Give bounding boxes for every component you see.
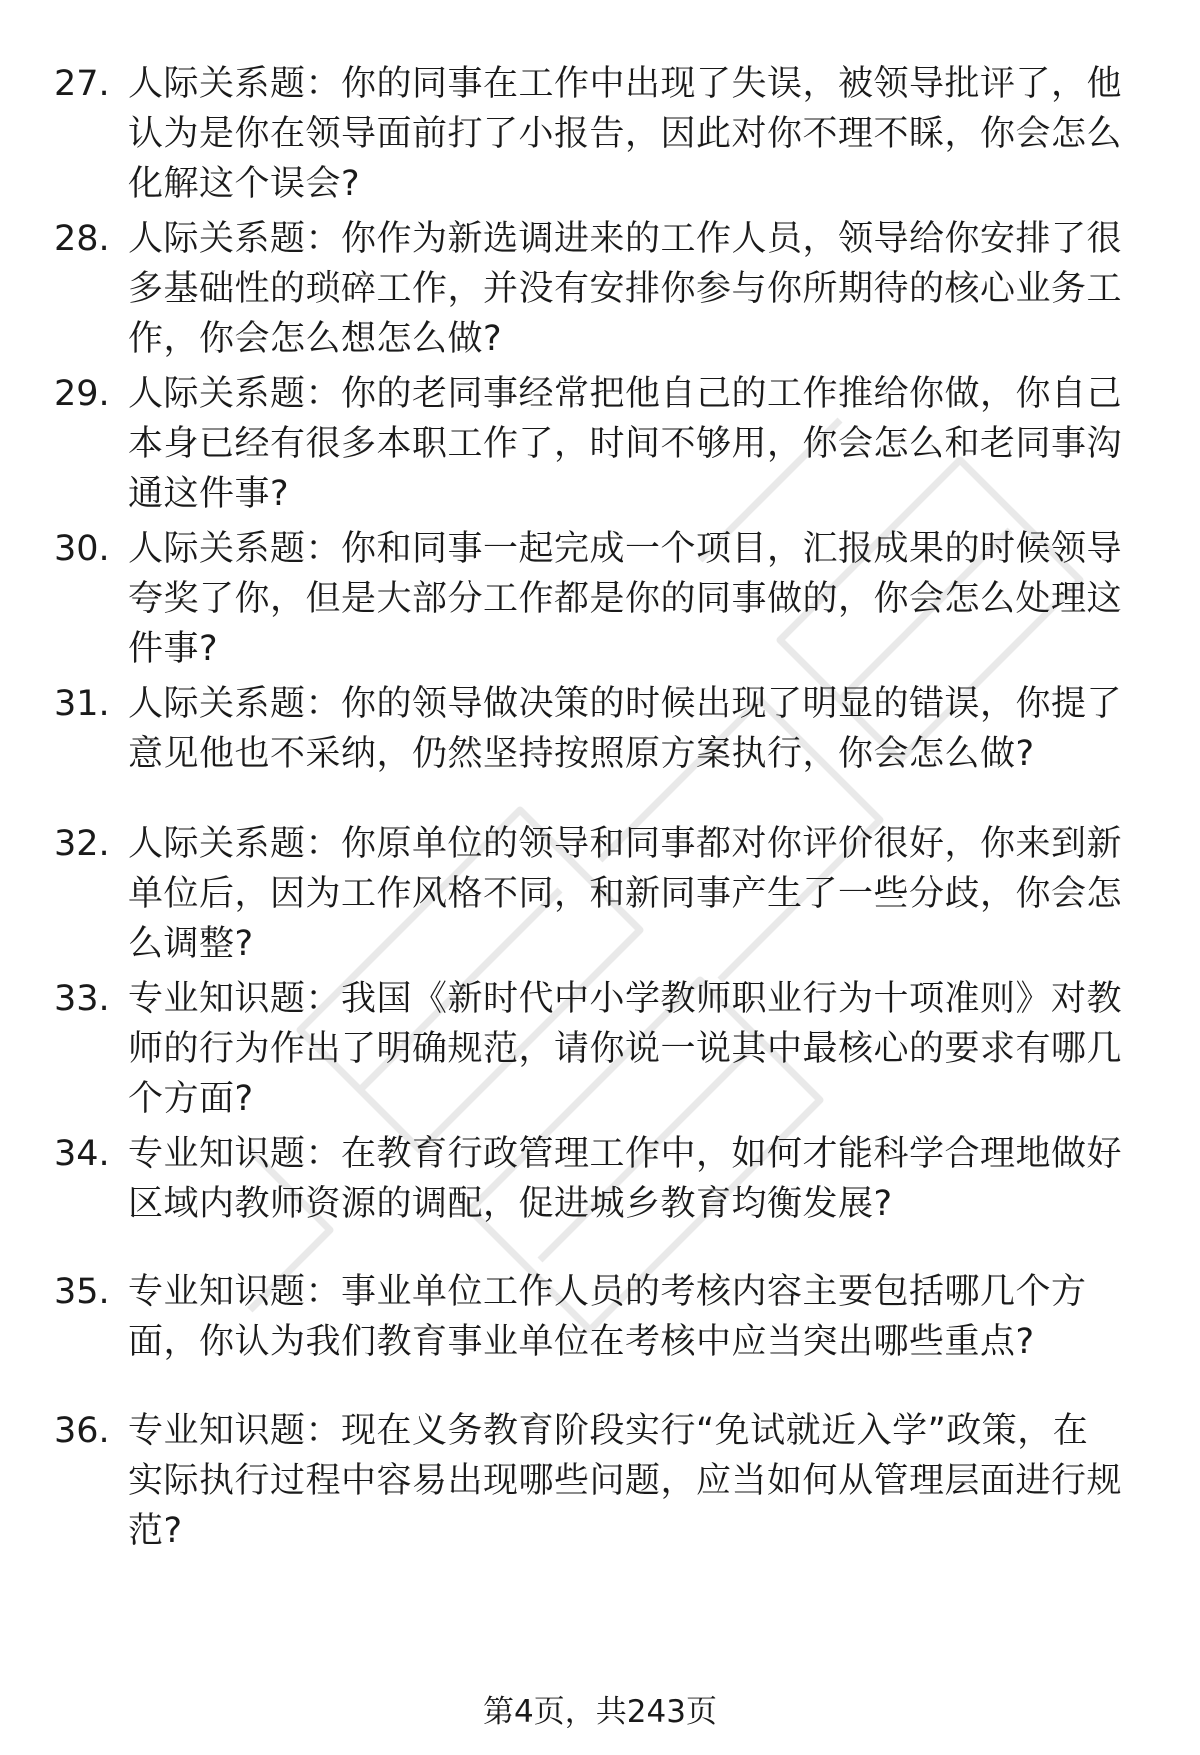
question-text-line: 多基础性的琐碎工作，并没有安排你参与你所期待的核心业务工 — [128, 269, 1123, 309]
question-item — [0, 818, 1200, 968]
question-text-line: 专业知识题：现在义务教育阶段实行“免试就近入学”政策，在 — [128, 1411, 1089, 1451]
question-text-line: 面，你认为我们教育事业单位在考核中应当突出哪些重点? — [128, 1322, 1035, 1362]
question-number: 33. — [54, 979, 110, 1019]
question-text-line: 专业知识题：我国《新时代中小学教师职业行为十项准则》对教 — [128, 979, 1123, 1019]
question-text-line: 区域内教师资源的调配，促进城乡教育均衡发展? — [128, 1184, 893, 1224]
question-text-line: 夸奖了你，但是大部分工作都是你的同事做的，你会怎么处理这 — [128, 579, 1123, 619]
question-number: 36. — [54, 1411, 110, 1451]
question-text-line: 件事? — [128, 629, 219, 669]
question-number: 34. — [54, 1134, 110, 1174]
question-text-line: 认为是你在领导面前打了小报告，因此对你不理不睬，你会怎么 — [128, 114, 1123, 154]
question-item — [0, 1128, 1200, 1278]
question-item — [0, 368, 1200, 518]
question-text-line: 单位后，因为工作风格不同，和新同事产生了一些分歧，你会怎 — [128, 874, 1123, 914]
question-text-line: 本身已经有很多本职工作了，时间不够用，你会怎么和老同事沟 — [128, 424, 1123, 464]
question-text-line: 人际关系题：你原单位的领导和同事都对你评价很好，你来到新 — [128, 824, 1123, 864]
question-number: 31. — [54, 684, 110, 724]
question-text-line: 专业知识题：事业单位工作人员的考核内容主要包括哪几个方 — [128, 1272, 1087, 1312]
question-text-line: 作，你会怎么想怎么做? — [128, 319, 503, 359]
question-text-line: 师的行为作出了明确规范，请你说一说其中最核心的要求有哪几 — [128, 1029, 1123, 1069]
question-text-line: 人际关系题：你作为新选调进来的工作人员，领导给你安排了很 — [128, 219, 1123, 259]
question-item — [0, 678, 1200, 828]
page-number-footer: 第4页，共243页 — [483, 1694, 717, 1730]
question-text-line: 人际关系题：你的同事在工作中出现了失误，被领导批评了，他 — [128, 64, 1123, 104]
question-item — [0, 1405, 1200, 1555]
question-text-line: 么调整? — [128, 924, 254, 964]
question-item — [0, 973, 1200, 1123]
question-text-line: 通这件事? — [128, 474, 290, 514]
question-text-line: 意见他也不采纳，仍然坚持按照原方案执行，你会怎么做? — [128, 734, 1035, 774]
question-item — [0, 1266, 1200, 1416]
question-text-line: 个方面? — [128, 1079, 254, 1119]
question-item — [0, 213, 1200, 363]
question-number: 27. — [54, 64, 110, 104]
question-number: 35. — [54, 1272, 110, 1312]
question-text-line: 人际关系题：你和同事一起完成一个项目，汇报成果的时候领导 — [128, 529, 1123, 569]
question-number: 32. — [54, 824, 110, 864]
question-text-line: 实际执行过程中容易出现哪些问题，应当如何从管理层面进行规 — [128, 1461, 1123, 1501]
question-item — [0, 58, 1200, 208]
question-text-line: 人际关系题：你的领导做决策的时候出现了明显的错误，你提了 — [128, 684, 1123, 724]
question-text-line: 化解这个误会? — [128, 164, 361, 204]
question-number: 30. — [54, 529, 110, 569]
question-text-line: 范? — [128, 1511, 183, 1551]
question-text-line: 人际关系题：你的老同事经常把他自己的工作推给你做，你自己 — [128, 374, 1123, 414]
question-number: 28. — [54, 219, 110, 259]
question-number: 29. — [54, 374, 110, 414]
question-text-line: 专业知识题：在教育行政管理工作中，如何才能科学合理地做好 — [128, 1134, 1123, 1174]
question-item — [0, 523, 1200, 673]
